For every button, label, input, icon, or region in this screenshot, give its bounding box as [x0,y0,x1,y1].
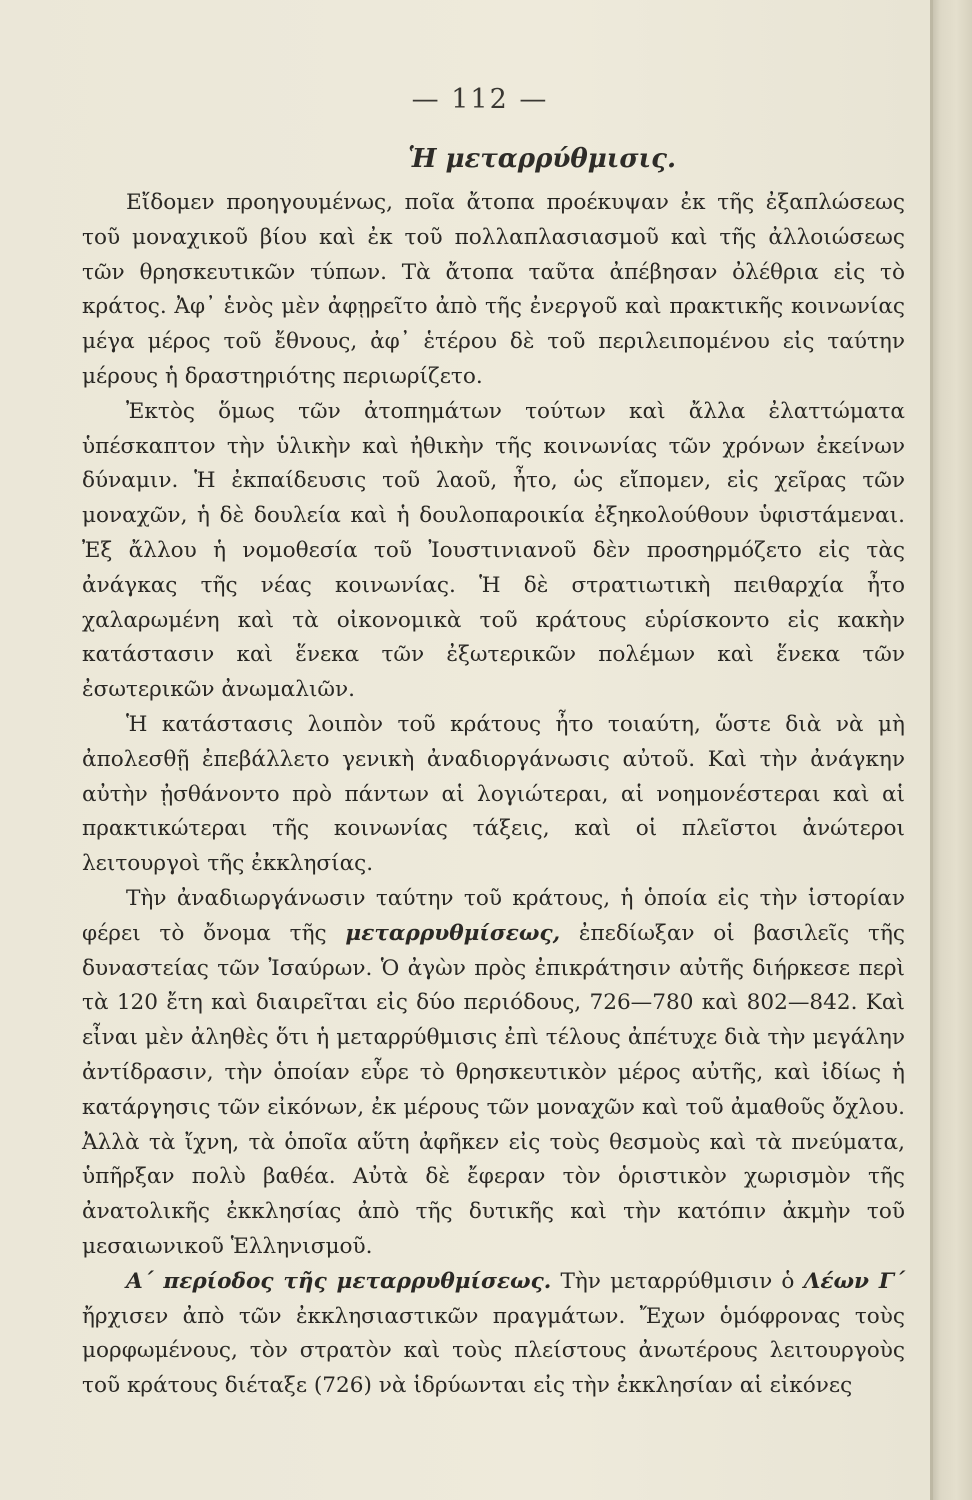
paragraph-5-emphasis: Λέων Γ΄ [803,1268,906,1294]
paragraph-4 [82,882,905,1265]
chapter-title: Ἡ μεταρρύθμισις. [407,144,677,174]
paragraph-5 [82,1265,905,1404]
paragraph-5-text-before: Τὴν μεταρρύθμισιν ὁ [551,1268,804,1294]
paragraph-2: Ἐκτὸς ὅμως τῶν ἀτοπημάτων τούτων καὶ ἄλλα ἐλαττώματα ὑπέσκαπτον τὴν ὑλικὴν καὶ ἠθικὴν τῆς κοινωνίας τῶν χρόνων ἐκείνων δύναμιν. Ἡ ἐκπαίδευσις τοῦ λαοῦ, ἦτο, ὡς εἴπομεν, εἰς χεῖρας τῶν μοναχῶν, ἡ δὲ δουλεία καὶ ἡ δουλοπαροικία ἐξηκολούθουν ὑφιστάμεναι. Ἐξ ἄλλου ἡ νομοθεσία τοῦ Ἰουστινιανοῦ δὲν προσηρμόζετο εἰς τὰς ἀνάγκας τῆς νέας κοινωνίας. Ἡ δὲ στρατιωτικὴ πειθαρχία ἦτο χαλαρωμένη καὶ τὰ οἰκονομικὰ τοῦ κράτους εὑρίσκοντο εἰς κακὴν κατάστασιν καὶ ἕνεκα τῶν ἐξωτερικῶν πολέμων καὶ ἕνεκα τῶν ἐσωτερικῶν ἀνωμαλιῶν. [82,398,905,703]
section-heading: Α΄ περίοδος τῆς μεταρρυθμίσεως. [126,1268,552,1294]
paragraph-4-text-after: ἐπεδίωξαν οἱ βασιλεῖς τῆς δυναστείας τῶν Ἰσαύρων. Ὁ ἀγὼν πρὸς ἐπικράτησιν αὐτῆς διήρκεσε περὶ τὰ 120 ἔτη καὶ διαιρεῖται εἰς δύο περιόδους, 726—780 καὶ 802—842. Καὶ εἶναι μὲν ἀληθὲς ὅτι ἡ μεταρρύθμισις ἐπὶ τέλους ἀπέτυχε διὰ τὴν μεγάλην ἀντίδρασιν, τὴν ὁποίαν εὗρε τὸ θρησκευτικὸν μέρος αὐτῆς, καὶ ἰδίως ἡ κατάργησις τῶν εἰκόνων, ἐκ μέρους τῶν μοναχῶν καὶ τοῦ ἀμαθοῦς ὄχλου. Ἀλλὰ τὰ ἴχνη, τὰ ὁποῖα αὕτη ἀφῆκεν εἰς τοὺς θεσμοὺς καὶ τὰ πνεύματα, ὑπῆρξαν πολὺ βαθέα. Αὐτὰ δὲ ἔφεραν τὸν ὁριστικὸν χωρισμὸν τῆς ἀνατολικῆς ἐκκλησίας ἀπὸ τῆς δυτικῆς καὶ τὴν κατόπιν ἀκμὴν τοῦ μεσαιωνικοῦ Ἑλληνισμοῦ. [82,920,905,1259]
paragraph-3: Ἡ κατάστασις λοιπὸν τοῦ κράτους ἦτο τοιαύτη, ὥστε διὰ νὰ μὴ ἀπολεσθῇ ἐπεβάλλετο γενικὴ ἀναδιοργάνωσις αὐτοῦ. Καὶ τὴν ἀνάγκην αὐτὴν ᾐσθάνοντο πρὸ πάντων αἱ λογιώτεραι, αἱ νοημονέστεραι καὶ αἱ πρακτικώτεραι τῆς κοινωνίας τάξεις, καὶ οἱ πλεῖστοι ἀνώτεροι λειτουργοὶ τῆς ἐκκλησίας. [82,711,905,877]
paragraph-5-text-after: ἤρχισεν ἀπὸ τῶν ἐκκλησιαστικῶν πραγμάτων. Ἔχων ὁμόφρονας τοὺς μορφωμένους, τὸν στρατὸν καὶ τοὺς πλείστους ἀνωτέρους λειτουργοὺς τοῦ κράτους διέταξε (726) νὰ ἱδρύωνται εἰς τὴν ἐκκλησίαν αἱ εἰκόνες [82,1303,905,1399]
paragraph-1: Εἴδομεν προηγουμένως, ποῖα ἄτοπα προέκυψαν ἐκ τῆς ἐξαπλώσεως τοῦ μοναχικοῦ βίου καὶ ἐκ τοῦ πολλαπλασιασμοῦ καὶ τῆς ἀλλοιώσεως τῶν θρησκευτικῶν τύπων. Τὰ ἄτοπα ταῦτα ἀπέβησαν ὀλέθρια εἰς τὸ κράτος. Ἀφ᾿ ἑνὸς μὲν ἀφῃρεῖτο ἀπὸ τῆς ἐνεργοῦ καὶ πρακτικῆς κοινωνίας μέγα μέρος τοῦ ἔθνους, ἀφ᾿ ἑτέρου δὲ τοῦ περιλειπομένου εἰς ταύτην μέρους ἡ δραστηριότης περιωρίζετο. [82,190,905,389]
page-number: — 112 — [411,84,549,115]
paragraph-4-emphasis: μεταρρυθμίσεως, [345,920,561,946]
page-spine [930,0,972,1500]
body-text [82,186,905,1404]
paragraph-4-text-before: Τὴν ἀναδιωργάνωσιν ταύτην τοῦ κράτους, ἡ ὁποία εἰς τὴν ἱστορίαν φέρει τὸ ὄνομα τῆς [82,885,905,946]
